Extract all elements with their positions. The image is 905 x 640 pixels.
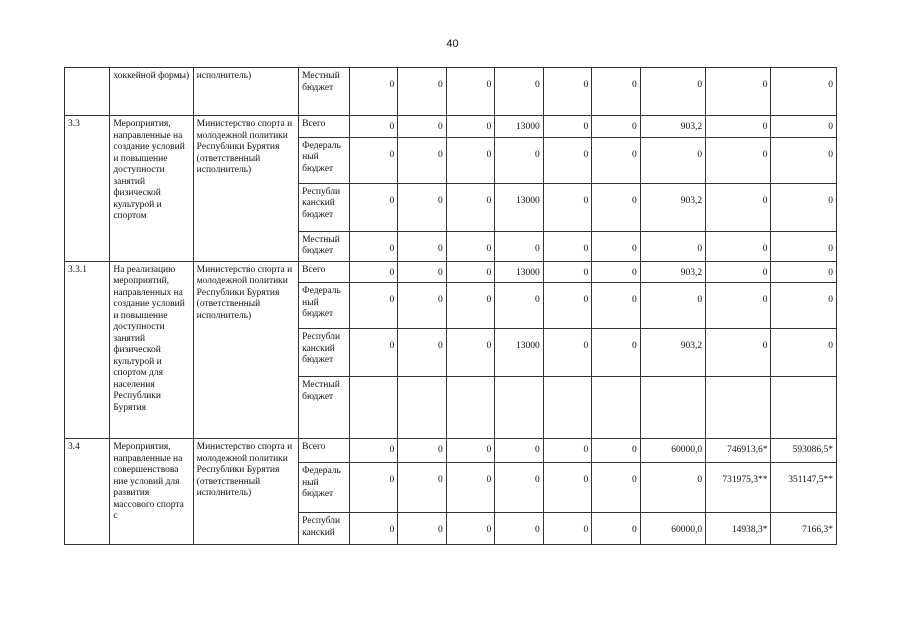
budget-value: 0 xyxy=(771,183,837,231)
table-row xyxy=(65,439,837,463)
budget-value: 0 xyxy=(349,183,398,231)
budget-value: 0 xyxy=(771,68,837,116)
budget-value xyxy=(495,377,544,439)
budget-value: 0 xyxy=(446,116,495,138)
budget-value: 0 xyxy=(592,261,641,283)
budget-value: 0 xyxy=(543,116,592,138)
budget-value: 0 xyxy=(543,183,592,231)
budget-value: 0 xyxy=(446,231,495,261)
budget-value: 0 xyxy=(349,439,398,463)
budget-value: 0 xyxy=(446,68,495,116)
budget-value: 7166,3* xyxy=(771,513,837,545)
budget-value: 0 xyxy=(640,463,705,513)
funding-source: Местный бюджет xyxy=(299,68,350,116)
budget-value: 903,2 xyxy=(640,329,705,377)
row-name: Мероприятия, направленные на совершенствова ние условий для развития массового спорта с xyxy=(110,439,193,545)
budget-value: 0 xyxy=(640,283,705,329)
budget-value: 14938,3* xyxy=(706,513,771,545)
budget-value: 0 xyxy=(543,261,592,283)
budget-value: 0 xyxy=(349,329,398,377)
budget-value: 0 xyxy=(592,439,641,463)
budget-value: 0 xyxy=(446,283,495,329)
budget-value: 0 xyxy=(592,463,641,513)
budget-value: 0 xyxy=(446,463,495,513)
budget-value: 0 xyxy=(592,513,641,545)
budget-value: 746913,6* xyxy=(706,439,771,463)
budget-value: 0 xyxy=(771,116,837,138)
budget-value: 0 xyxy=(706,231,771,261)
budget-value: 0 xyxy=(640,231,705,261)
budget-value: 0 xyxy=(349,68,398,116)
budget-value xyxy=(543,377,592,439)
budget-value xyxy=(349,377,398,439)
funding-source: Федераль ный бюджет xyxy=(299,137,350,183)
row-executor: исполнитель) xyxy=(193,68,298,116)
budget-value: 0 xyxy=(398,463,447,513)
budget-value: 0 xyxy=(398,183,447,231)
budget-value: 0 xyxy=(446,329,495,377)
budget-value: 0 xyxy=(543,283,592,329)
row-executor: Министерство спорта и молодежной политики Республики Бурятия (ответственный исполнитель) xyxy=(193,439,298,545)
row-name: хоккейной формы) xyxy=(110,68,193,116)
row-code: 3.3 xyxy=(65,116,110,262)
funding-source: Республи канский xyxy=(299,513,350,545)
budget-value: 0 xyxy=(543,68,592,116)
budget-value: 0 xyxy=(543,513,592,545)
budget-value: 903,2 xyxy=(640,183,705,231)
budget-value xyxy=(771,377,837,439)
budget-value: 0 xyxy=(592,68,641,116)
budget-value: 0 xyxy=(398,439,447,463)
budget-value: 0 xyxy=(398,261,447,283)
budget-value: 0 xyxy=(446,261,495,283)
budget-value: 0 xyxy=(495,513,544,545)
budget-value: 0 xyxy=(349,513,398,545)
budget-value: 0 xyxy=(398,513,447,545)
budget-value: 903,2 xyxy=(640,116,705,138)
budget-value xyxy=(398,377,447,439)
budget-value xyxy=(446,377,495,439)
funding-source: Республи канский бюджет xyxy=(299,329,350,377)
row-name: На реализацию мероприятий, направленных на создание условий и повышение доступности занятий физической культурой и спортом для населения Республики Бурятия xyxy=(110,261,193,439)
budget-value: 0 xyxy=(349,283,398,329)
row-executor: Министерство спорта и молодежной политики Республики Бурятия (ответственный исполнитель) xyxy=(193,116,298,262)
row-executor: Министерство спорта и молодежной политики Республики Бурятия (ответственный исполнитель) xyxy=(193,261,298,439)
budget-value: 0 xyxy=(592,137,641,183)
budget-value: 593086,5* xyxy=(771,439,837,463)
budget-value: 0 xyxy=(771,329,837,377)
row-code xyxy=(65,68,110,116)
budget-value: 0 xyxy=(706,183,771,231)
budget-value: 0 xyxy=(349,463,398,513)
budget-value: 0 xyxy=(349,261,398,283)
row-code: 3.4 xyxy=(65,439,110,545)
budget-value: 0 xyxy=(398,68,447,116)
row-code: 3.3.1 xyxy=(65,261,110,439)
budget-value: 0 xyxy=(592,329,641,377)
budget-value: 0 xyxy=(349,231,398,261)
budget-value: 0 xyxy=(398,116,447,138)
budget-value: 0 xyxy=(398,329,447,377)
funding-source: Всего xyxy=(299,261,350,283)
budget-value xyxy=(592,377,641,439)
budget-value: 351147,5** xyxy=(771,463,837,513)
funding-source: Всего xyxy=(299,439,350,463)
budget-value: 60000,0 xyxy=(640,513,705,545)
budget-value: 0 xyxy=(640,68,705,116)
table-row xyxy=(65,116,837,138)
budget-value: 0 xyxy=(543,439,592,463)
budget-value: 0 xyxy=(771,283,837,329)
budget-value: 0 xyxy=(771,231,837,261)
budget-value: 0 xyxy=(495,283,544,329)
budget-value: 0 xyxy=(446,183,495,231)
budget-value: 13000 xyxy=(495,183,544,231)
budget-value: 0 xyxy=(446,513,495,545)
budget-value: 13000 xyxy=(495,329,544,377)
budget-value: 0 xyxy=(543,137,592,183)
budget-value: 0 xyxy=(495,439,544,463)
budget-value: 0 xyxy=(592,116,641,138)
budget-value: 0 xyxy=(349,116,398,138)
budget-table xyxy=(64,67,837,545)
table-row xyxy=(65,68,837,116)
table-row xyxy=(65,261,837,283)
budget-value: 0 xyxy=(398,137,447,183)
budget-value: 0 xyxy=(706,137,771,183)
budget-value: 0 xyxy=(446,439,495,463)
budget-value: 0 xyxy=(543,231,592,261)
budget-value: 0 xyxy=(446,137,495,183)
budget-value: 0 xyxy=(592,283,641,329)
budget-value: 0 xyxy=(706,116,771,138)
funding-source: Местный бюджет xyxy=(299,377,350,439)
budget-value: 13000 xyxy=(495,116,544,138)
funding-source: Республи канский бюджет xyxy=(299,183,350,231)
budget-value xyxy=(640,377,705,439)
funding-source: Федераль ный бюджет xyxy=(299,463,350,513)
funding-source: Местный бюджет xyxy=(299,231,350,261)
budget-value: 731975,3** xyxy=(706,463,771,513)
budget-value: 903,2 xyxy=(640,261,705,283)
budget-value: 0 xyxy=(771,261,837,283)
budget-value: 0 xyxy=(495,231,544,261)
budget-value: 0 xyxy=(706,283,771,329)
budget-value: 0 xyxy=(543,463,592,513)
budget-value: 0 xyxy=(640,137,705,183)
budget-value: 0 xyxy=(706,68,771,116)
budget-value: 0 xyxy=(706,329,771,377)
budget-value: 0 xyxy=(398,231,447,261)
row-name: Мероприятия, направленные на создание условий и повышение доступности занятий физической культурой и спортом xyxy=(110,116,193,262)
budget-value: 60000,0 xyxy=(640,439,705,463)
budget-value: 0 xyxy=(398,283,447,329)
budget-value: 0 xyxy=(495,137,544,183)
budget-value: 0 xyxy=(592,231,641,261)
budget-value: 0 xyxy=(706,261,771,283)
page-number: 40 xyxy=(446,38,459,50)
budget-value: 0 xyxy=(592,183,641,231)
budget-value: 13000 xyxy=(495,261,544,283)
budget-value xyxy=(706,377,771,439)
budget-value: 0 xyxy=(543,329,592,377)
budget-value: 0 xyxy=(349,137,398,183)
budget-value: 0 xyxy=(771,137,837,183)
budget-value: 0 xyxy=(495,463,544,513)
budget-value: 0 xyxy=(495,68,544,116)
funding-source: Всего xyxy=(299,116,350,138)
funding-source: Федераль ный бюджет xyxy=(299,283,350,329)
